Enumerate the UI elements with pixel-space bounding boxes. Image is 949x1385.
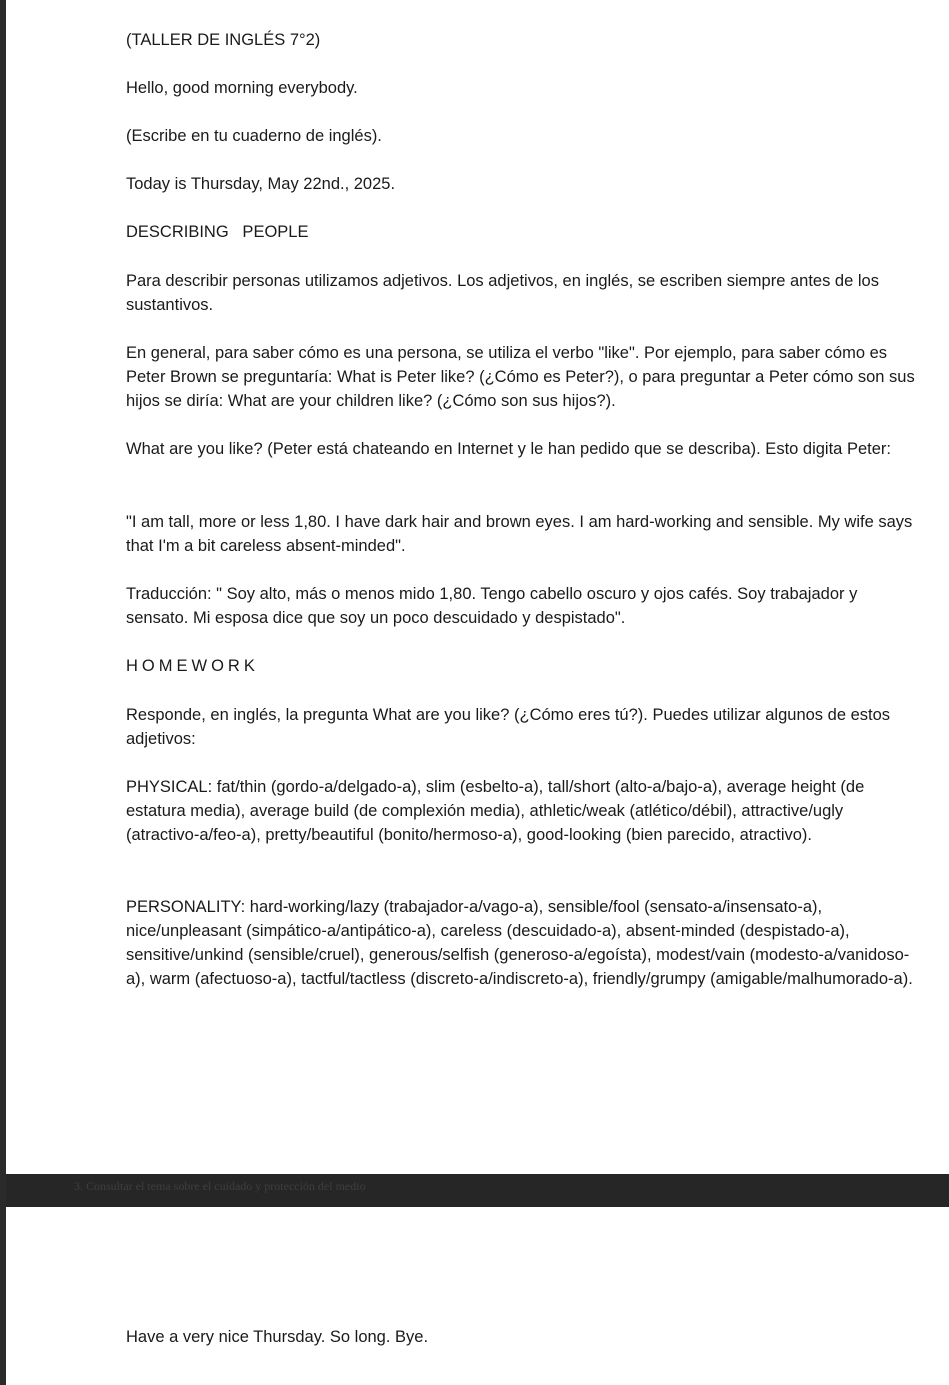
- greeting-line: Hello, good morning everybody.: [126, 79, 358, 97]
- personality-adjectives: PERSONALITY: hard-working/lazy (trabajador-a/vago-a), sensible/fool (sensato-a/insensato-a), nice/unpleasant (simpático-a/antipático-a), careless (descuidado-a), absent-minded (despistado-a), sensitive/unkind (sensible/cruel), generous/selfish (generoso-a/egoísta), modest/vain (modesto-a/vanidoso-a), warm (afectuoso-a), tactful/tactless (discreto-a/indiscreto-a), friendly/grumpy (amigable/malhumorado-a).: [126, 898, 913, 988]
- chat-paragraph: What are you like? (Peter está chateando en Internet y le han pedido que se describa). Esto digita Peter:: [126, 440, 891, 458]
- overlay-faint-text: 3. Consultar el tema sobre el cuidado y protección del medio: [74, 1179, 366, 1193]
- intro-paragraph: Para describir personas utilizamos adjetivos. Los adjetivos, en inglés, se escriben siempre antes de los sustantivos.: [126, 272, 879, 314]
- translation-paragraph: Traducción: " Soy alto, más o menos mido 1,80. Tengo cabello oscuro y ojos cafés. Soy trabajador y sensato. Mi esposa dice que soy un poco descuidado y despistado".: [126, 585, 858, 627]
- date-line: Today is Thursday, May 22nd., 2025.: [126, 175, 396, 193]
- physical-adjectives: PHYSICAL: fat/thin (gordo-a/delgado-a), slim (esbelto-a), tall/short (alto-a/bajo-a), average height (de estatura media), average build (de complexión media), athletic/weak (atlético/débil), attractive/ugly (atractivo-a/feo-a), pretty/beautiful (bonito/hermoso-a), good-looking (bien parecido, atractivo).: [126, 778, 865, 844]
- scan-overlay-band: [6, 1174, 949, 1207]
- homework-heading: HOMEWORK: [126, 657, 259, 675]
- like-paragraph: En general, para saber cómo es una persona, se utiliza el verbo "like". Por ejemplo, para saber cómo es Peter Brown se preguntaría: What is Peter like? (¿Cómo es Peter?), o para preguntar a Peter cómo son sus hijos se diría: What are your children like? (¿Cómo son sus hijos?).: [126, 344, 915, 410]
- document-title: (TALLER DE INGLÉS 7°2): [126, 31, 321, 49]
- homework-instruction: Responde, en inglés, la pregunta What are you like? (¿Cómo eres tú?). Puedes utilizar algunos de estos adjetivos:: [126, 706, 891, 748]
- instruction-line: (Escribe en tu cuaderno de inglés).: [126, 127, 382, 145]
- section-heading: DESCRIBING PEOPLE: [126, 223, 309, 241]
- quote-paragraph: "I am tall, more or less 1,80. I have dark hair and brown eyes. I am hard-working and sensible. My wife says that I'm a bit careless absent-minded".: [126, 513, 913, 555]
- closing-line: Have a very nice Thursday. So long. Bye.: [126, 1328, 429, 1346]
